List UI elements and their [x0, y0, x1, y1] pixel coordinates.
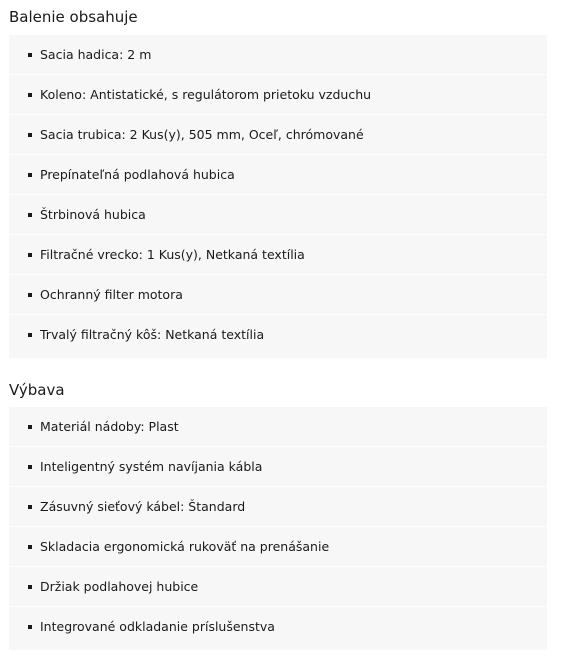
section-title-package-contents: Balenie obsahuje — [9, 8, 138, 26]
list-item-label: Držiak podlahovej hubice — [40, 579, 199, 594]
list-item-label: Štrbinová hubica — [40, 207, 146, 222]
bullet-icon — [28, 293, 32, 297]
bullet-icon — [28, 505, 32, 509]
list-item-label: Skladacia ergonomická rukoväť na prenášanie — [40, 539, 330, 554]
list-item-label: Zásuvný sieťový kábel: Štandard — [40, 499, 246, 514]
list-item — [9, 607, 547, 647]
list-item — [9, 75, 547, 115]
list-item-label: Prepínateľná podlahová hubica — [40, 167, 235, 182]
list-item — [9, 235, 547, 275]
list-item-label: Filtračné vrecko: 1 Kus(y), Netkaná textília — [40, 247, 305, 262]
list-item-label: Integrované odkladanie príslušenstva — [40, 619, 275, 634]
list-item — [9, 155, 547, 195]
section-title-equipment: Výbava — [9, 381, 65, 399]
list-item-label: Sacia hadica: 2 m — [40, 47, 152, 62]
list-item — [9, 115, 547, 155]
bullet-icon — [28, 545, 32, 549]
bullet-icon — [28, 585, 32, 589]
list-item-label: Materiál nádoby: Plast — [40, 419, 179, 434]
bullet-icon — [28, 213, 32, 217]
list-item — [9, 407, 547, 447]
bullet-icon — [28, 133, 32, 137]
bullet-icon — [28, 465, 32, 469]
list-item-label: Inteligentný systém navíjania kábla — [40, 459, 263, 474]
equipment-list — [9, 407, 547, 650]
list-item — [9, 567, 547, 607]
list-item-label: Ochranný filter motora — [40, 287, 183, 302]
list-item — [9, 447, 547, 487]
list-item — [9, 315, 547, 355]
bullet-icon — [28, 625, 32, 629]
bullet-icon — [28, 333, 32, 337]
bullet-icon — [28, 93, 32, 97]
bullet-icon — [28, 425, 32, 429]
list-item — [9, 275, 547, 315]
bullet-icon — [28, 53, 32, 57]
list-item — [9, 487, 547, 527]
package-contents-list — [9, 35, 547, 358]
list-item — [9, 195, 547, 235]
list-item-label: Koleno: Antistatické, s regulátorom prietoku vzduchu — [40, 87, 372, 102]
list-item — [9, 527, 547, 567]
list-item — [9, 35, 547, 75]
bullet-icon — [28, 173, 32, 177]
list-item-label: Trvalý filtračný kôš: Netkaná textília — [40, 327, 265, 342]
list-item-label: Sacia trubica: 2 Kus(y), 505 mm, Oceľ, chrómované — [40, 127, 364, 142]
bullet-icon — [28, 253, 32, 257]
